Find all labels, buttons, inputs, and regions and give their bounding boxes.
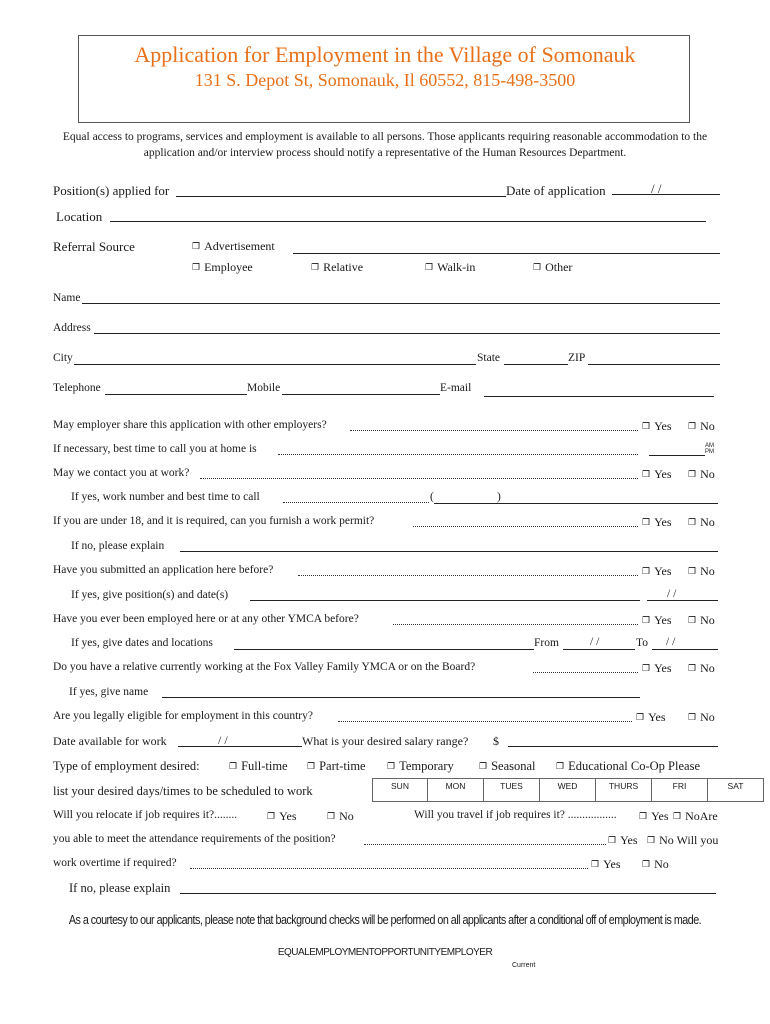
from-slashes: / / <box>590 636 600 648</box>
email-label: E-mail <box>440 382 472 394</box>
under-18-question: If you are under 18, and it is required, can you furnish a work permit? <box>53 515 375 527</box>
background-check-notice: As a courtesy to our applicants, please note that background checks will be performed on all applicants after a conditional off of employment is made. <box>68 913 702 927</box>
submitted-yes-option[interactable] <box>642 564 672 579</box>
dollar-sign: $ <box>493 734 499 748</box>
paren-close: ) <box>497 491 501 503</box>
ymca-no-option[interactable] <box>688 613 715 628</box>
day-cell[interactable]: SUN <box>372 778 428 802</box>
date-slashes: / / <box>651 181 662 196</box>
relocate-yes-option[interactable] <box>267 809 297 824</box>
checkbox-icon[interactable]: ❐ <box>642 664 651 674</box>
checkbox-icon[interactable]: ❐ <box>479 762 488 772</box>
checkbox-icon[interactable]: ❐ <box>636 713 645 723</box>
ymca-yes-option[interactable] <box>642 613 672 628</box>
best-time-field[interactable] <box>649 455 705 456</box>
no-label: No <box>700 564 715 578</box>
share-question: May employer share this application with other employers? <box>53 419 327 431</box>
day-cell[interactable]: FRI <box>652 778 708 802</box>
referral-source-label: Referral Source <box>53 239 135 254</box>
explain-field[interactable] <box>180 551 718 552</box>
email-field[interactable] <box>484 396 714 397</box>
page-title: Application for Employment in the Village of Somonauk <box>134 42 636 67</box>
full-time-label: Full-time <box>241 759 288 773</box>
advertisement-label: Advertisement <box>204 239 275 253</box>
no-label: No <box>700 613 715 627</box>
to-slashes: / / <box>666 636 676 648</box>
checkbox-icon[interactable]: ❐ <box>688 518 697 528</box>
relative-no-option[interactable] <box>688 661 715 676</box>
yes-label: Yes <box>654 467 672 481</box>
yes-label: Yes <box>654 419 672 433</box>
contact-work-no-option[interactable] <box>688 467 715 482</box>
dot-leader <box>393 624 638 625</box>
checkbox-icon[interactable]: ❐ <box>688 616 697 626</box>
location-field[interactable] <box>110 221 706 222</box>
location-label: Location <box>56 209 103 224</box>
temporary-option[interactable] <box>387 759 454 774</box>
part-time-option[interactable] <box>307 759 366 774</box>
explain2-label: If no, please explain <box>69 881 171 895</box>
share-no-option[interactable] <box>688 419 715 434</box>
checkbox-icon[interactable]: ❐ <box>327 812 336 822</box>
address-label: Address <box>53 322 91 334</box>
day-cell[interactable]: TUES <box>484 778 540 802</box>
checkbox-icon[interactable]: ❐ <box>533 263 542 273</box>
submitted-no-option[interactable] <box>688 564 715 579</box>
am-pm-indicator[interactable] <box>705 443 714 455</box>
no-label: No <box>700 467 715 481</box>
yes-label: Yes <box>603 857 621 871</box>
checkbox-icon[interactable]: ❐ <box>642 860 651 870</box>
dot-leader <box>533 672 638 673</box>
no-label: No <box>700 515 715 529</box>
referral-advertisement-option[interactable] <box>192 239 275 254</box>
to-label: To <box>636 637 648 649</box>
under-18-no-option[interactable] <box>688 515 715 530</box>
full-time-option[interactable] <box>229 759 288 774</box>
date-available-field[interactable] <box>178 746 302 747</box>
travel-question: Will you travel if job requires it? ................. <box>414 809 617 821</box>
relative-yes-option[interactable] <box>642 661 672 676</box>
eligible-no-option[interactable] <box>688 710 715 725</box>
state-field[interactable] <box>504 364 568 365</box>
date-available-label: Date available for work <box>53 734 167 748</box>
give-positions-field[interactable] <box>250 600 640 601</box>
explain2-field[interactable] <box>180 893 716 894</box>
submitted-question: Have you submitted an application here before? <box>53 564 274 576</box>
zip-label: ZIP <box>568 352 586 364</box>
no-label: No <box>700 661 715 675</box>
dot-leader <box>200 478 638 479</box>
relocate-no-option[interactable] <box>327 809 354 824</box>
checkbox-icon[interactable]: ❐ <box>688 567 697 577</box>
checkbox-icon[interactable]: ❐ <box>608 836 617 846</box>
checkbox-icon[interactable]: ❐ <box>639 812 648 822</box>
checkbox-icon[interactable]: ❐ <box>642 518 651 528</box>
no-label: No <box>654 857 669 871</box>
give-name-label: If yes, give name <box>69 686 149 698</box>
yes-label: Yes <box>654 613 672 627</box>
position-label: Position(s) applied for <box>53 183 170 198</box>
part-time-label: Part-time <box>319 759 366 773</box>
mobile-field[interactable] <box>282 394 440 395</box>
date-slashes: / / <box>667 588 677 600</box>
checkbox-icon[interactable]: ❐ <box>642 616 651 626</box>
relocate-question: Will you relocate if job requires it?........ <box>53 809 238 821</box>
name-label: Name <box>53 292 81 304</box>
telephone-field[interactable] <box>105 394 247 395</box>
give-positions-date-field[interactable] <box>647 600 718 601</box>
dot-leader <box>413 526 638 527</box>
checkbox-icon[interactable]: ❐ <box>425 263 434 273</box>
co-op-option[interactable] <box>556 759 700 774</box>
yes-label: Yes <box>654 515 672 529</box>
state-label: State <box>477 352 500 364</box>
no-label: No <box>339 809 354 823</box>
overtime-no-option[interactable] <box>642 857 669 872</box>
dates-locations-field[interactable] <box>234 649 534 650</box>
yes-label: Yes <box>651 809 669 823</box>
checkbox-icon[interactable]: ❐ <box>311 263 320 273</box>
checkbox-icon[interactable]: ❐ <box>556 762 565 772</box>
checkbox-icon[interactable]: ❐ <box>267 812 276 822</box>
date-of-application-field[interactable] <box>612 194 720 195</box>
advertisement-field[interactable] <box>293 253 720 254</box>
checkbox-icon[interactable]: ❐ <box>229 762 238 772</box>
dot-leader <box>283 502 429 503</box>
seasonal-label: Seasonal <box>491 759 536 773</box>
city-label: City <box>53 352 73 364</box>
best-time-question: If necessary, best time to call you at home is <box>53 443 257 455</box>
name-field[interactable] <box>82 303 720 304</box>
no-will-label: No Will you <box>659 833 719 847</box>
dot-leader <box>190 868 588 869</box>
dot-leader <box>364 844 606 845</box>
checkbox-icon[interactable]: ❐ <box>688 664 697 674</box>
give-positions-label: If yes, give position(s) and date(s) <box>71 589 229 601</box>
checkbox-icon[interactable]: ❐ <box>192 263 201 273</box>
checkbox-icon[interactable]: ❐ <box>591 860 600 870</box>
checkbox-icon[interactable]: ❐ <box>307 762 316 772</box>
telephone-label: Telephone <box>53 382 101 394</box>
work-number-label: If yes, work number and best time to call <box>71 491 260 503</box>
salary-field[interactable] <box>508 746 718 747</box>
referral-employee-option[interactable] <box>192 260 253 275</box>
day-cell[interactable]: SAT <box>708 778 764 802</box>
attendance-yes-option[interactable] <box>608 833 638 848</box>
travel-no-option[interactable] <box>673 809 718 824</box>
seasonal-option[interactable] <box>479 759 536 774</box>
dot-leader <box>338 721 632 722</box>
type-employment-label: Type of employment desired: <box>53 759 200 773</box>
checkbox-icon[interactable]: ❐ <box>642 422 651 432</box>
contact-work-yes-option[interactable] <box>642 467 672 482</box>
dot-leader <box>350 430 638 431</box>
yes-label: Yes <box>648 710 666 724</box>
co-op-label: Educational Co-Op Please <box>568 759 700 773</box>
am-label: AM <box>705 443 714 449</box>
to-date-field[interactable] <box>652 649 718 650</box>
dates-locations-label: If yes, give dates and locations <box>71 637 213 649</box>
under-18-yes-option[interactable] <box>642 515 672 530</box>
share-yes-option[interactable] <box>642 419 672 434</box>
work-number-field[interactable] <box>434 503 718 504</box>
equal-opportunity-statement: EQUALEMPLOYMENTOPPORTUNITYEMPLOYER <box>277 947 493 958</box>
checkbox-icon[interactable]: ❐ <box>688 470 697 480</box>
temporary-label: Temporary <box>399 759 454 773</box>
referral-other-option[interactable] <box>533 260 572 275</box>
overtime-question: work overtime if required? <box>53 857 177 869</box>
no-label: No <box>700 419 715 433</box>
no-label: No <box>700 710 715 724</box>
zip-field[interactable] <box>588 364 720 365</box>
city-field[interactable] <box>74 364 476 365</box>
attendance-question: you able to meet the attendance requirements of the position? <box>53 833 336 845</box>
from-label: From <box>534 637 559 649</box>
give-name-field[interactable] <box>162 697 640 698</box>
checkbox-icon[interactable]: ❐ <box>642 470 651 480</box>
other-label: Other <box>545 260 573 274</box>
walk-in-label: Walk-in <box>437 260 476 274</box>
mobile-label: Mobile <box>247 382 281 394</box>
day-cell[interactable]: THURS <box>596 778 652 802</box>
relative-label: Relative <box>323 260 364 274</box>
relative-question: Do you have a relative currently working at the Fox Valley Family YMCA or on the Board? <box>53 661 476 673</box>
page-subtitle-address: 131 S. Depot St, Somonauk, Il 60552, 815-498-3500 <box>194 70 576 90</box>
paren-open: ( <box>430 491 434 503</box>
from-date-field[interactable] <box>563 649 635 650</box>
employee-label: Employee <box>204 260 253 274</box>
no-are-label: NoAre <box>685 809 718 823</box>
day-cell[interactable]: WED <box>540 778 596 802</box>
referral-relative-option[interactable] <box>311 260 363 275</box>
eligible-yes-option[interactable] <box>636 710 666 725</box>
dot-leader <box>298 575 638 576</box>
date-of-application-label: Date of application <box>506 183 606 198</box>
contact-work-question: May we contact you at work? <box>53 467 190 479</box>
checkbox-icon[interactable]: ❐ <box>192 242 201 252</box>
yes-label: Yes <box>654 661 672 675</box>
salary-label: What is your desired salary range? <box>302 734 469 748</box>
checkbox-icon[interactable]: ❐ <box>688 422 697 432</box>
overtime-yes-option[interactable] <box>591 857 621 872</box>
address-field[interactable] <box>94 333 720 334</box>
yes-label: Yes <box>620 833 638 847</box>
dot-leader <box>278 454 638 455</box>
days-schedule-table <box>372 778 764 802</box>
yes-label: Yes <box>654 564 672 578</box>
ymca-question: Have you ever been employed here or at any other YMCA before? <box>53 613 359 625</box>
referral-walk-in-option[interactable] <box>425 260 475 275</box>
checkbox-icon[interactable]: ❐ <box>688 713 697 723</box>
position-field[interactable] <box>176 196 506 197</box>
pm-label: PM <box>705 449 714 455</box>
yes-label: Yes <box>279 809 297 823</box>
explain-label: If no, please explain <box>71 540 165 552</box>
equal-access-notice: Equal access to programs, services and employment is available to all persons. Those applicants requiring reasonable accommodation to the application and/or interview process should notify a representative of the Human Resources Department. <box>62 131 708 159</box>
list-days-label: list your desired days/times to be scheduled to work <box>53 784 313 798</box>
avail-slashes: / / <box>218 733 228 747</box>
checkbox-icon[interactable]: ❐ <box>642 567 651 577</box>
checkbox-icon[interactable]: ❐ <box>673 812 682 822</box>
current-version-note: Current <box>512 962 536 969</box>
checkbox-icon[interactable]: ❐ <box>387 762 396 772</box>
checkbox-icon[interactable]: ❐ <box>647 836 656 846</box>
eligible-question: Are you legally eligible for employment in this country? <box>53 710 313 722</box>
travel-yes-option[interactable] <box>639 809 669 824</box>
day-cell[interactable]: MON <box>428 778 484 802</box>
attendance-no-option[interactable] <box>647 833 718 848</box>
